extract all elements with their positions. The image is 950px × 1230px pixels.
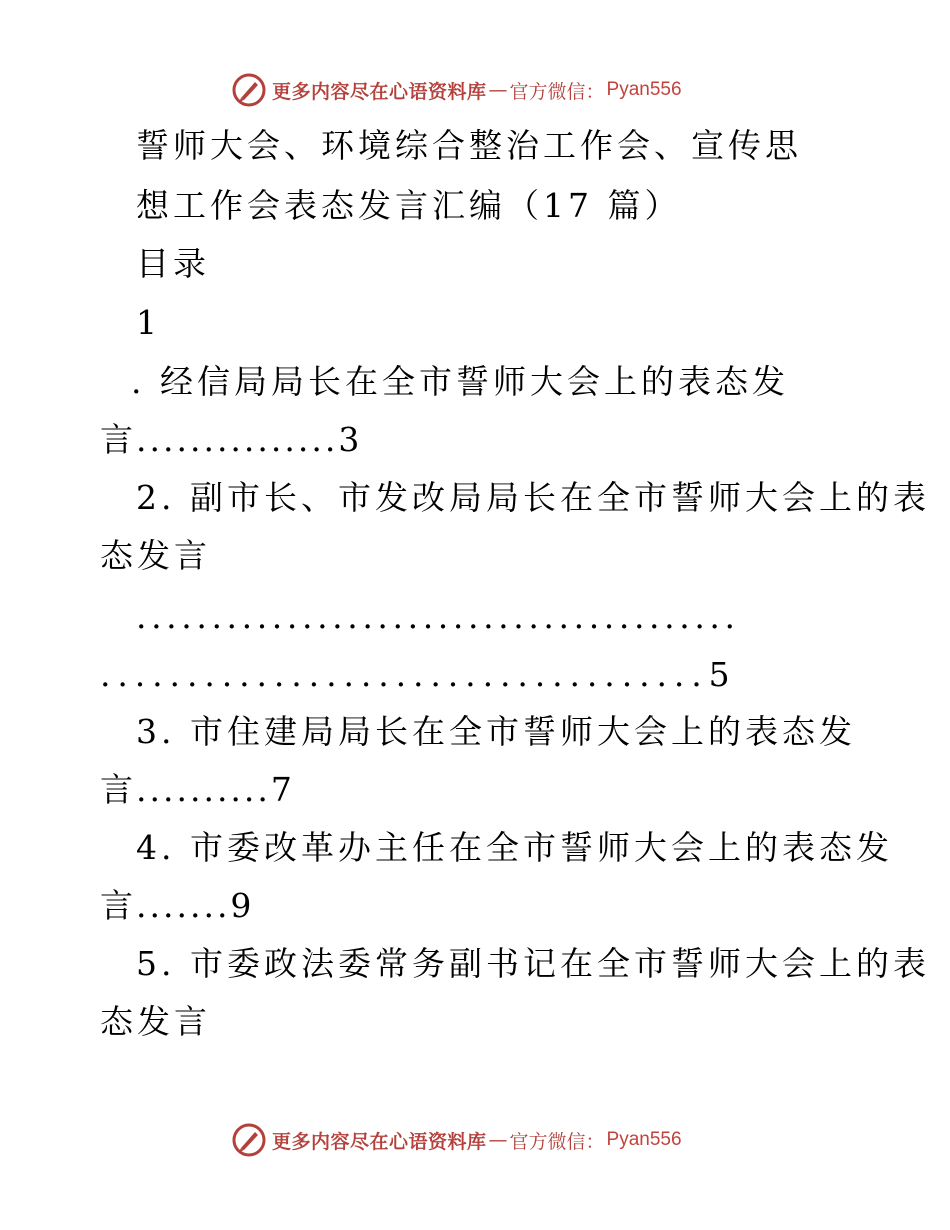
banner-wechat-id: Pyan556 bbox=[606, 1129, 682, 1150]
banner-separator: — bbox=[488, 1129, 508, 1151]
toc-entry-2-cont: 态发言 bbox=[100, 536, 211, 575]
toc-entry-5-cont: 态发言 bbox=[100, 1002, 211, 1041]
banner-text: 更多内容尽在心语资料库 bbox=[272, 1130, 487, 1153]
banner-wechat-id: Pyan556 bbox=[606, 79, 682, 100]
toc-entry-1: . 经信局局长在全市誓师大会上的表态发 bbox=[131, 362, 789, 401]
banner-wechat-label: 官方微信： bbox=[509, 80, 605, 103]
toc-entry-2: 2. 副市长、市发改局局长在全市誓师大会上的表 bbox=[136, 478, 930, 517]
toc-line: 1 bbox=[136, 303, 161, 342]
toc-heading: 目录 bbox=[136, 244, 210, 283]
toc-entry-3-page: 言..........7 bbox=[100, 770, 295, 809]
toc-entry-4: 4. 市委改革办主任在全市誓师大会上的表态发 bbox=[136, 828, 893, 867]
pen-logo-icon bbox=[232, 1123, 266, 1157]
toc-entry-2-leader: ........................................ bbox=[136, 597, 740, 636]
doc-title-line-1: 誓师大会、环境综合整治工作会、宣传思 bbox=[136, 126, 802, 165]
pen-logo-icon bbox=[232, 73, 266, 107]
toc-entry-2-page: ...................................5 bbox=[100, 655, 737, 694]
toc-entry-1-page: 言...............3 bbox=[100, 420, 363, 459]
header-banner bbox=[232, 72, 682, 108]
doc-title-line-2: 想工作会表态发言汇编（17 篇） bbox=[136, 186, 682, 225]
banner-wechat-label: 官方微信： bbox=[509, 1130, 605, 1153]
banner-text: 更多内容尽在心语资料库 bbox=[272, 80, 487, 103]
toc-entry-4-page: 言.......9 bbox=[100, 886, 255, 925]
toc-entry-3: 3. 市住建局局长在全市誓师大会上的表态发 bbox=[136, 712, 856, 751]
banner-separator: — bbox=[488, 79, 508, 101]
footer-banner bbox=[232, 1122, 682, 1158]
toc-entry-5: 5. 市委政法委常务副书记在全市誓师大会上的表 bbox=[136, 944, 930, 983]
